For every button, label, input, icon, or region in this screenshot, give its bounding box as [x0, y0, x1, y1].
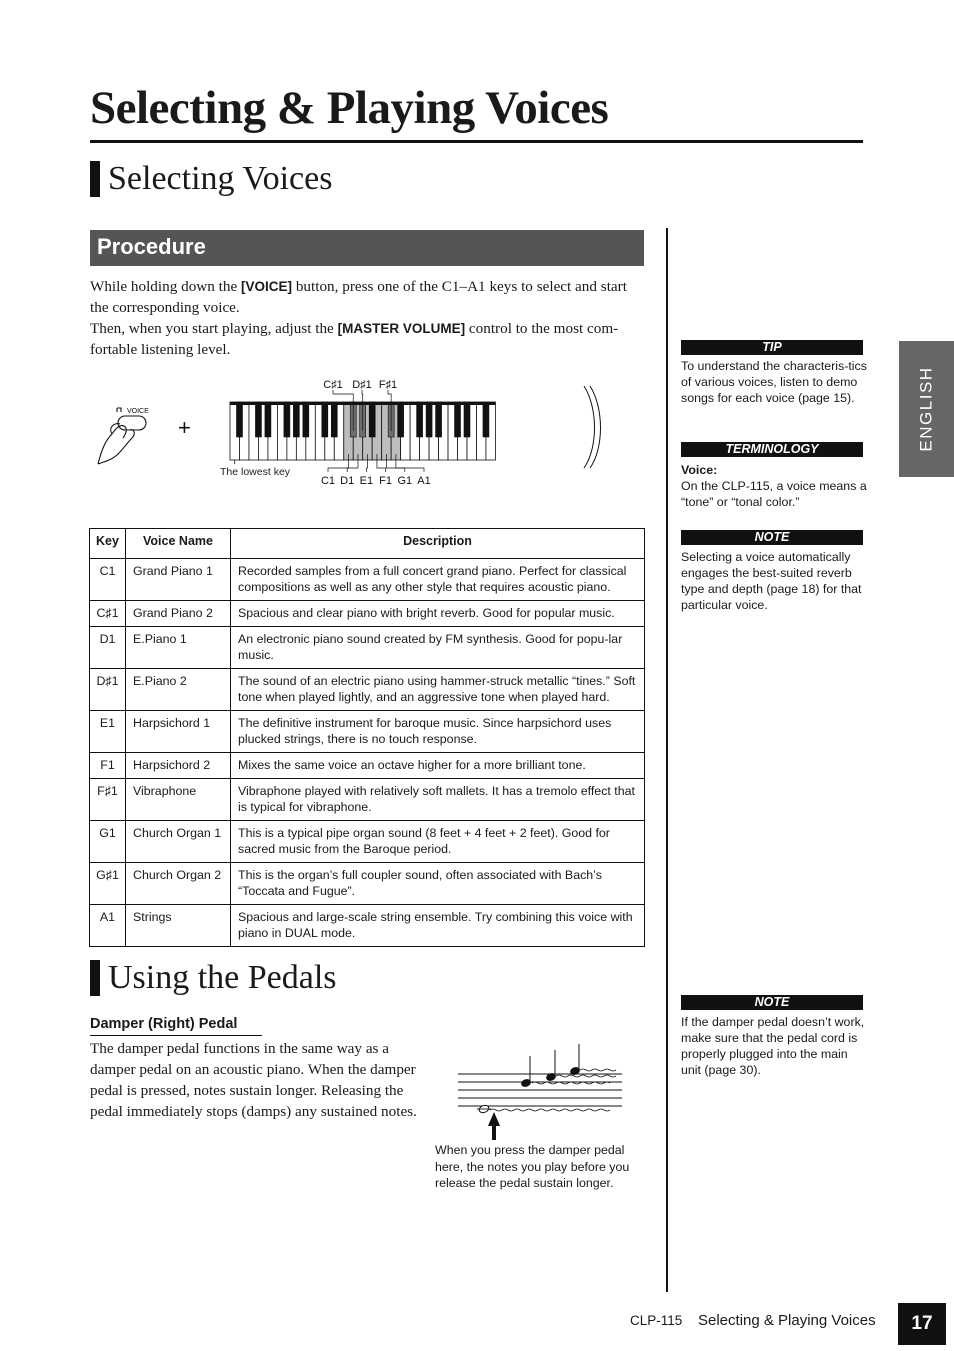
procedure-text: [90, 276, 646, 360]
black-key: [369, 402, 375, 437]
heading-underline: [90, 1035, 262, 1036]
black-key: [236, 402, 242, 437]
black-key-label: C♯1: [323, 379, 343, 391]
column-header-description: Description: [231, 529, 645, 559]
key-cell: E1: [90, 711, 126, 753]
procedure-paragraph-2: [90, 318, 646, 360]
black-key: [455, 402, 461, 437]
description-cell: Spacious and clear piano with bright reverb. Good for popular music.: [231, 601, 645, 627]
key-cell: A1: [90, 905, 126, 947]
note-text: If the damper pedal doesn’t work, make sure that the pedal cord is properly plugged into the main unit (page 30).: [681, 1015, 865, 1077]
black-key: [398, 402, 404, 437]
text-run: While holding down the: [90, 278, 242, 295]
keyboard-break-line: [584, 386, 595, 468]
terminology-term: Voice:: [681, 463, 718, 477]
black-key: [417, 402, 423, 437]
table-row: [90, 863, 645, 905]
voice-name-cell: Grand Piano 2: [126, 601, 231, 627]
keyboard-illustration: [90, 368, 650, 490]
key-cell: D1: [90, 627, 126, 669]
page-title: Selecting & Playing Voices: [90, 82, 609, 134]
table-row: [90, 711, 645, 753]
procedure-paragraph-1: [90, 276, 646, 318]
voice-button-icon: [98, 408, 146, 464]
black-key: [464, 402, 470, 437]
voice-name-cell: Harpsichord 1: [126, 711, 231, 753]
description-cell: This is the organ’s full coupler sound, often associated with Bach’s “Toccata and Fugue”.: [231, 863, 645, 905]
black-key: [483, 402, 489, 437]
procedure-label: Procedure: [97, 234, 206, 259]
key-cell: C1: [90, 559, 126, 601]
table-row: [90, 779, 645, 821]
black-key: [331, 402, 337, 437]
white-key-label: D1: [340, 475, 355, 487]
black-key: [436, 402, 442, 437]
black-key-label: F♯1: [378, 379, 398, 391]
footer-model: CLP-115: [630, 1313, 683, 1328]
description-cell: The sound of an electric piano using hammer-struck metallic “tines.” Soft tone when played lightly, and an aggressive tone when played hard.: [231, 669, 645, 711]
text-run: Then, when you start playing, adjust the: [90, 320, 338, 337]
tip-label: TIP: [681, 340, 863, 355]
sustain-caption: When you press the damper pedal here, the notes you play before you release the pedal sustain longer.: [435, 1143, 630, 1190]
pedal-arrow-icon: [488, 1112, 500, 1140]
voice-name-cell: Church Organ 1: [126, 821, 231, 863]
voice-name-cell: Grand Piano 1: [126, 559, 231, 601]
table-row: [90, 627, 645, 669]
note-text: Selecting a voice automatically engages the best-suited reverb type and depth (page 18) for that particular voice.: [681, 550, 862, 612]
column-header-voice-name: Voice Name: [126, 529, 231, 559]
black-key: [293, 402, 299, 437]
black-key: [303, 402, 309, 437]
voice-name-cell: Harpsichord 2: [126, 753, 231, 779]
note-label: NOTE: [681, 995, 863, 1010]
lowest-key-label: The lowest key: [220, 466, 291, 478]
black-key: [426, 402, 432, 437]
section-heading-selecting-voices: Selecting Voices: [108, 160, 333, 197]
plus-sign: +: [178, 415, 191, 440]
text-run: button, press one of the C1–A1 keys to select and start the corresponding voice.: [90, 278, 627, 316]
damper-pedal-text: The damper pedal functions in the same way as a damper pedal on an acoustic piano. When the damper pedal is pressed, notes sustain longer. Releasing the pedal immediately stops (damps) any sustained notes.: [90, 1040, 417, 1120]
note-label: NOTE: [681, 530, 863, 545]
column-header-key: Key: [90, 529, 126, 559]
sustain-notation-illustration: [456, 1040, 626, 1144]
black-key: [255, 402, 261, 437]
white-key-label: C1: [320, 475, 336, 487]
section-marker: [90, 161, 100, 197]
title-rule: [90, 140, 863, 143]
table-row: [90, 753, 645, 779]
table-header-row: [90, 529, 645, 559]
keyboard-break-line: [590, 386, 601, 468]
key-cell: G1: [90, 821, 126, 863]
table-row: [90, 821, 645, 863]
key-cell: F1: [90, 753, 126, 779]
voice-button-label: VOICE: [127, 408, 149, 415]
table-row: [90, 669, 645, 711]
column-divider: [666, 228, 668, 1292]
description-cell: Mixes the same voice an octave higher for a more brilliant tone.: [231, 753, 645, 779]
terminology-label: TERMINOLOGY: [681, 442, 863, 457]
voice-table: [89, 528, 645, 947]
key-cell: C♯1: [90, 601, 126, 627]
language-tab-label: [899, 341, 954, 477]
tip-text: To understand the characteris-tics of various voices, listen to demo songs for each voice (page 15).: [681, 359, 867, 405]
table-row: [90, 601, 645, 627]
key-cell: F♯1: [90, 779, 126, 821]
language-tab-text: ENGLISH: [916, 366, 936, 452]
table-row: [90, 559, 645, 601]
voice-name-cell: Vibraphone: [126, 779, 231, 821]
description-cell: Vibraphone played with relatively soft mallets. It has a tremolo effect that is typical for vibraphone.: [231, 779, 645, 821]
page-number: 17: [911, 1313, 933, 1334]
master-volume-ref: [MASTER VOLUME]: [337, 321, 466, 336]
white-key-label: A1: [417, 475, 431, 487]
key-cell: G♯1: [90, 863, 126, 905]
terminology-text: On the CLP-115, a voice means a “tone” or “tonal color.”: [681, 479, 867, 509]
music-notes: [477, 1044, 580, 1114]
damper-pedal-heading: Damper (Right) Pedal: [90, 1016, 238, 1032]
description-cell: This is a typical pipe organ sound (8 feet + 4 feet + 2 feet). Good for sacred music from the Baroque period.: [231, 821, 645, 863]
text-run: control to the most com-fortable listening level.: [90, 320, 619, 358]
white-key-label: G1: [397, 475, 413, 487]
black-key-label: D♯1: [352, 379, 372, 391]
music-staff: [458, 1074, 622, 1106]
footer-section: Selecting & Playing Voices: [698, 1312, 876, 1329]
white-key-label: F1: [379, 475, 393, 487]
description-cell: An electronic piano sound created by FM synthesis. Good for popu-lar music.: [231, 627, 645, 669]
section-marker: [90, 960, 100, 996]
black-key: [284, 402, 290, 437]
voice-name-cell: E.Piano 1: [126, 627, 231, 669]
black-key: [322, 402, 328, 437]
voice-name-cell: Strings: [126, 905, 231, 947]
description-cell: The definitive instrument for baroque music. Since harpsichord uses plucked strings, there is no touch response.: [231, 711, 645, 753]
description-cell: Recorded samples from a full concert grand piano. Perfect for classical compositions as well as any other style that requires acoustic piano.: [231, 559, 645, 601]
white-key-label: E1: [359, 475, 374, 487]
description-cell: Spacious and large-scale string ensemble. Try combining this voice with piano in DUAL mode.: [231, 905, 645, 947]
key-cell: D♯1: [90, 669, 126, 711]
section-heading-using-pedals: Using the Pedals: [108, 959, 337, 996]
black-key: [265, 402, 271, 437]
voice-name-cell: Church Organ 2: [126, 863, 231, 905]
table-row: [90, 905, 645, 947]
voice-button-ref: [VOICE]: [241, 279, 293, 294]
voice-name-cell: E.Piano 2: [126, 669, 231, 711]
